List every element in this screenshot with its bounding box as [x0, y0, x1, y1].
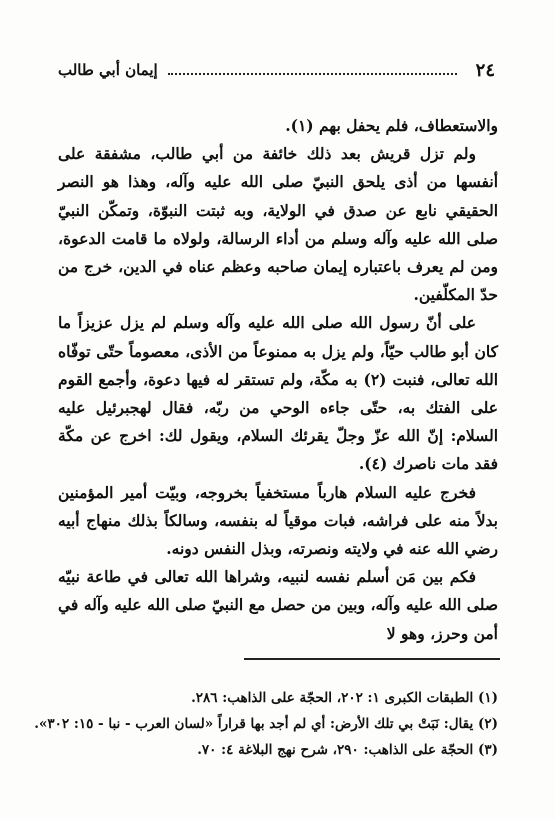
paragraph: على أنّ رسول الله صلى الله عليه وآله وسلم لم يزل عزيزاً ما كان أبو طالب حيّاً، ولم يزل به ممنوعاً من الأذى، معصوماً حتّى توفّاه الله تعالى، فنبت (٢) به مكّة، ولم تستقر له فيها دعوة، وأجمع القوم على الفتك به، حتّى جاءه الوحي من ربّه، فقال لهجبرئيل عليه السلام: إنّ الله عزّ وجلّ يقرئك السلام، ويقول لك: اخرج عن مكّة فقد مات ناصرك (٤).: [58, 313, 498, 474]
footnotes: [34, 685, 498, 763]
main-text: [58, 112, 498, 648]
paragraph: والاستعطاف، فلم يحفل بهم (١).: [285, 116, 498, 135]
paragraph: فخرج عليه السلام هارباً مستخفياً بخروجه، وبيّت أمير المؤمنين بدلاً منه على فراشه، فبات موقياً له بنفسه، وسالكاً بذلك منهاج أبيه رضي الله عنه في ولايته ونصرته، وبذل النفس دونه.: [58, 482, 498, 559]
running-header: [58, 60, 495, 84]
running-title: إيمان أبي طالب: [58, 61, 158, 79]
footnote: (٢) يقال: نَبَتْ بي تلك الأرض: أي لم أجد بها قراراً «لسان العرب - نبا - ١٥: ٣٠٢».: [34, 716, 498, 732]
footnote-separator: [244, 658, 500, 660]
header-dotted-leader: [168, 73, 457, 75]
footnote: (١) الطبقات الكبرى ١: ٢٠٢، الحجّة على الذاهب: ٢٨٦.: [191, 690, 498, 706]
paragraph: فكم بين مَن أسلم نفسه لنبيه، وشراها الله تعالى في طاعة نبيّه صلى الله عليه وآله، وبين من حصل مع النبيّ صلى الله عليه وآله في أمن وحرز، وهو لا: [58, 567, 498, 643]
page-number: ٢٤: [475, 60, 495, 81]
footnote: (٣) الحجّة على الذاهب: ٢٩٠، شرح نهج البلاغة ٤: ٧٠.: [197, 742, 498, 758]
paragraph: ولم تزل قريش بعد ذلك خائفة من أبي طالب، مشفقة على أنفسها من أذى يلحق النبيّ صلى الله عليه وآله، وهذا هو النصر الحقيقي نابع عن صدق في الولاية، وبه ثبتت النبوّة، وتمكّن النبيّ صلى الله عليه وآله وسلم من أداء الرسالة، ولولاه ما قامت الدعوة، ومن لم يعرف باعتباره إيمان صاحبه وعظم عناه في الدين، خرج من حدّ المكلّفين.: [58, 144, 498, 305]
